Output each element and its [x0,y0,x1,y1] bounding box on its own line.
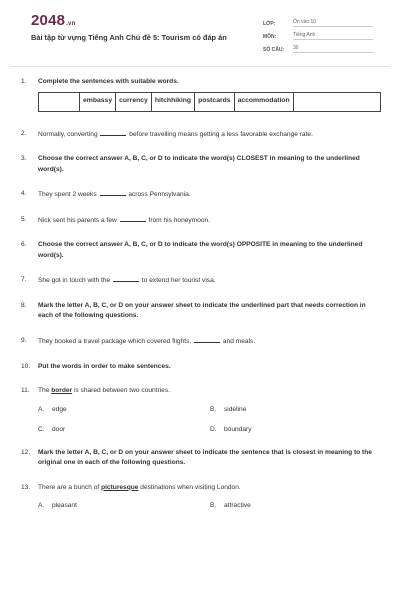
info-value: Ôn vào 10 [293,19,373,27]
question-5 [21,215,381,227]
underlined-word: border [51,387,73,395]
answer-choice[interactable] [210,501,382,512]
question-text: Mark the letter A, B, C, or D on your answer sheet to indicate the underlined part that needs correction in each of the following questions. [38,301,366,320]
question-text: They spent 2 weeks [38,191,97,199]
question-text: Put the words in order to make sentences. [38,362,171,370]
question-text: and meals. [222,338,256,346]
word-box-item: embassy [80,93,116,111]
question-text: destinations when visiting London. [140,483,241,491]
info-key: SỐ CÂU: [263,47,285,53]
choice-text: attractive [224,502,251,510]
question-13 [21,483,381,494]
word-box-item: accommodation [235,93,294,111]
question-text: before travelling means getting a less favorable exchange rate. [129,130,313,138]
question-number: 7. [21,276,27,284]
question-2 [21,129,381,141]
answer-choice[interactable] [210,405,382,416]
info-row-class [263,14,373,27]
info-row-count [263,40,373,53]
document-title: Bài tập từ vựng Tiếng Anh Chủ đề 5: Tourism có đáp án [31,33,227,42]
question-6 [21,240,381,261]
question-8 [21,301,381,322]
choice-text: sideline [224,405,247,413]
document-header [10,0,390,67]
answer-choices [38,405,381,436]
question-number: 12. [21,448,31,456]
underlined-word: picturesque [101,483,139,491]
question-number: 10. [21,362,31,370]
question-4 [21,189,381,201]
logo-suffix: .vn [66,21,76,27]
question-9 [21,336,381,348]
logo-text: 2048 [31,12,66,29]
choice-letter: A. [38,502,45,510]
choice-letter: D. [210,426,217,434]
question-text: from his honeymoon. [148,216,211,224]
answer-choice[interactable] [38,405,210,416]
question-7 [21,275,381,287]
choice-letter: A. [38,405,45,413]
question-text: Nick sent his parents a few [38,216,117,224]
question-text: The [38,387,50,395]
answer-blank[interactable] [120,215,146,222]
logo [31,12,75,29]
info-value: 30 [293,45,373,53]
choice-text: pleasant [52,502,77,510]
info-key: LỚP: [263,21,276,27]
answer-choices [38,501,381,512]
question-10 [21,362,381,373]
question-text: Choose the correct answer A, B, C, or D to indicate the word(s) OPPOSITE in meaning to the underlined word(s). [38,241,363,259]
question-number: 13. [21,483,31,491]
info-row-subject [263,27,373,40]
question-text: Mark the letter A, B, C, or D on your answer sheet to indicate the sentence that is closest in meaning to the original one in each of the following questions. [38,448,372,467]
question-list [21,77,381,524]
question-text: Complete the sentences with suitable words. [38,78,179,85]
question-11 [21,386,381,397]
question-number: 4. [21,190,27,198]
word-box-item: hitchhiking [152,93,195,111]
info-key: MÔN: [263,34,277,40]
question-text: Normally, converting [38,130,98,138]
word-box [38,92,381,112]
answer-choice[interactable] [210,425,382,436]
info-value: Tiếng Anh [293,32,373,40]
question-12 [21,448,381,469]
question-number: 6. [21,241,27,249]
question-number: 11. [21,387,30,395]
choice-text: edge [52,405,67,413]
question-text: across Pennsylvania. [128,191,191,199]
choice-letter: B. [210,405,217,413]
answer-blank[interactable] [194,336,220,343]
choice-text: boundary [224,426,252,434]
word-box-item: postcards [195,93,234,111]
answer-choice[interactable] [38,501,210,512]
info-panel [263,14,373,53]
question-number: 8. [21,301,27,309]
question-number: 5. [21,215,27,223]
choice-letter: C. [38,426,45,434]
answer-choice[interactable] [38,425,210,436]
choice-letter: B. [210,502,217,510]
question-number: 1. [21,78,27,85]
question-number: 3. [21,155,27,163]
question-3 [21,154,381,175]
answer-blank[interactable] [100,189,126,196]
question-text: to extend her tourist visa. [141,277,216,285]
answer-blank[interactable] [113,275,139,282]
question-text: There are a bunch of [38,483,100,491]
answer-blank[interactable] [100,129,126,136]
question-text: Choose the correct answer A, B, C, or D to indicate the word(s) CLOSEST in meaning to the underlined word(s). [38,155,360,173]
question-number: 2. [21,129,27,137]
question-text: They booked a travel package which covered flights, [38,338,192,346]
question-1 [21,77,381,112]
question-text: is shared between two countries. [73,387,170,395]
choice-text: door [52,426,66,434]
question-text: She got in touch with the [38,277,111,285]
question-number: 9. [21,337,27,345]
word-box-item: currency [116,93,152,111]
